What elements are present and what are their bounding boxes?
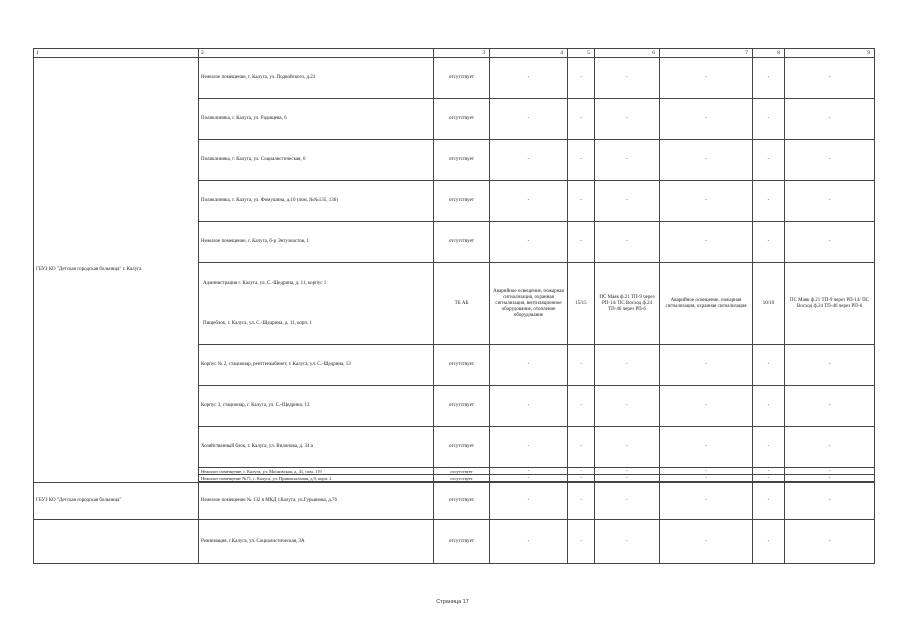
header-col-4: 4	[490, 49, 568, 58]
organization-cell: ГБУЗ КО "Детская городская больница" г. Калуга	[34, 58, 199, 483]
value-cell: -	[753, 140, 785, 181]
table-row	[34, 520, 875, 564]
address-cell: Нежилое помещение, г. Калуга, ул. Московская, д. 41, пом. 119	[199, 468, 434, 475]
value-cell: -	[753, 99, 785, 140]
value-cell: -	[660, 468, 753, 475]
address-cell: Хозяйственный блок, г. Калуга, ул. Вилонова, д. 34 а	[199, 427, 434, 468]
address-cell: Нежилое помещение, г. Калуга, ул. Подвойского, д.23	[199, 58, 434, 99]
table-row	[34, 483, 875, 520]
status-cell: отсутствует	[434, 222, 490, 263]
value-cell: -	[568, 222, 595, 263]
address-cell: Корпус № 2, стационар, рентгенкабинет, г. Калуга, ул. С.-Щедрина, 13	[199, 345, 434, 386]
value-cell: -	[568, 468, 595, 475]
value-cell: -	[595, 427, 660, 468]
address-cell: Реанимация, г.Калуга, ул. Социалистическая, 3А	[199, 520, 434, 564]
table-row	[34, 58, 875, 99]
header-col-9: 9	[785, 49, 875, 58]
address-line: Администрация г. Калуга, ул. С.-Щедрина, д. 11, корпус 1	[203, 280, 327, 286]
status-cell: отсутствует	[434, 140, 490, 181]
status-cell: отсутствует	[434, 386, 490, 427]
status-cell: отсутствует	[434, 520, 490, 564]
value-cell: -	[490, 345, 568, 386]
header-col-6: 6	[595, 49, 660, 58]
address-cell	[199, 263, 434, 345]
value-cell: -	[568, 483, 595, 520]
value-cell: -	[753, 58, 785, 99]
value-cell: 10/10	[753, 263, 785, 345]
value-cell: -	[660, 483, 753, 520]
value-cell: -	[568, 99, 595, 140]
value-cell: -	[785, 483, 875, 520]
status-cell: отсутствует	[434, 58, 490, 99]
address-cell: Нежилое помещение, г. Калуга, б-р Энтузиастов, 1	[199, 222, 434, 263]
value-cell: -	[785, 520, 875, 564]
value-cell: -	[660, 345, 753, 386]
value-cell: -	[595, 468, 660, 475]
value-cell: -	[568, 520, 595, 564]
value-cell: -	[490, 222, 568, 263]
address-cell: Поликлиника, г. Калуга, ул. Фомушина, д.10 (пом. №№135, 136)	[199, 181, 434, 222]
header-col-3: 3	[434, 49, 490, 58]
header-row	[34, 49, 875, 58]
value-cell: -	[753, 483, 785, 520]
value-cell: -	[785, 222, 875, 263]
value-cell: -	[785, 140, 875, 181]
value-cell: -	[785, 99, 875, 140]
value-cell: -	[785, 468, 875, 475]
value-cell: Аварийное освещение, пожарная сигнализация, охранная сигнализация	[660, 263, 753, 345]
page-number: Страница 17	[436, 599, 469, 605]
address-cell: Нежилое помещение № 132 в МКД г.Калуга, ул.Гурьянова, д.76	[199, 483, 434, 520]
value-cell: -	[660, 520, 753, 564]
value-cell: -	[595, 386, 660, 427]
status-cell: отсутствует	[434, 427, 490, 468]
value-cell: ПС Маяк ф.21 ТП-9 через РП-14/ ПС Восход ф.24 ТП-46 через РП-6	[785, 263, 875, 345]
address-line: Пищеблок, г. Калуга, ул. С.-Щедрина, д. 11, корп. 1	[203, 320, 313, 326]
status-cell: отсутствует	[434, 468, 490, 475]
value-cell: -	[595, 345, 660, 386]
value-cell: -	[660, 475, 753, 482]
address-cell: Корпус 3, стационар, г. Калуга, ул. С.-Щедрина, 13.	[199, 386, 434, 427]
value-cell: -	[660, 427, 753, 468]
value-cell: -	[660, 140, 753, 181]
value-cell: -	[490, 386, 568, 427]
value-cell: -	[595, 483, 660, 520]
value-cell: Аварийное освещение, пожарная сигнализация, охранная сигнализация, вентиляционное оборудование, отопление оборудование	[490, 263, 568, 345]
value-cell: -	[753, 345, 785, 386]
value-cell: 15/15	[568, 263, 595, 345]
value-cell: -	[753, 468, 785, 475]
value-cell: ПС Маяк ф.21 ТП-9 через РП-14/ ПС Восход ф.24 ТП-46 через РП-6	[595, 263, 660, 345]
value-cell: -	[595, 520, 660, 564]
value-cell: -	[490, 468, 568, 475]
value-cell: -	[785, 386, 875, 427]
value-cell: -	[568, 386, 595, 427]
status-cell: отсутствует	[434, 99, 490, 140]
address-cell: Поликлиника, г. Калуга, ул. Социалистическая, 6	[199, 140, 434, 181]
value-cell: -	[785, 475, 875, 482]
status-cell: ТБ АБ	[434, 263, 490, 345]
value-cell: -	[660, 181, 753, 222]
value-cell: -	[753, 386, 785, 427]
value-cell: -	[568, 345, 595, 386]
value-cell: -	[490, 475, 568, 482]
value-cell: -	[568, 140, 595, 181]
header-col-1: 1	[34, 49, 199, 58]
data-table	[33, 48, 875, 564]
value-cell: -	[595, 140, 660, 181]
value-cell: -	[660, 99, 753, 140]
status-cell: отсутствует	[434, 475, 490, 482]
value-cell: -	[568, 58, 595, 99]
value-cell: -	[660, 386, 753, 427]
value-cell: -	[595, 58, 660, 99]
value-cell: -	[595, 222, 660, 263]
status-cell: отсутствует	[434, 181, 490, 222]
value-cell: -	[568, 475, 595, 482]
value-cell: -	[595, 99, 660, 140]
status-cell: отсутствует	[434, 345, 490, 386]
organization-cell: ГБУЗ КО "Детская городская больница"	[34, 483, 199, 520]
value-cell: -	[753, 427, 785, 468]
header-col-5: 5	[568, 49, 595, 58]
value-cell: -	[490, 58, 568, 99]
value-cell: -	[785, 345, 875, 386]
value-cell: -	[785, 181, 875, 222]
value-cell: -	[490, 99, 568, 140]
value-cell: -	[753, 181, 785, 222]
value-cell: -	[785, 58, 875, 99]
value-cell: -	[595, 181, 660, 222]
value-cell: -	[660, 58, 753, 99]
value-cell: -	[660, 222, 753, 263]
value-cell: -	[490, 483, 568, 520]
value-cell: -	[490, 181, 568, 222]
address-cell: Нежилое помещение №71, г. Калуга, ул. Привокзальная, д.9, корп. 2	[199, 475, 434, 482]
header-col-2: 2	[199, 49, 434, 58]
status-cell: отсутствует	[434, 483, 490, 520]
address-cell: Поликлиника, г. Калуга, ул. Радищева, 6	[199, 99, 434, 140]
value-cell: -	[490, 520, 568, 564]
value-cell: -	[753, 475, 785, 482]
value-cell: -	[490, 140, 568, 181]
value-cell: -	[753, 520, 785, 564]
value-cell: -	[490, 427, 568, 468]
value-cell: -	[568, 181, 595, 222]
value-cell: -	[785, 427, 875, 468]
value-cell: -	[595, 475, 660, 482]
value-cell: -	[753, 222, 785, 263]
header-col-7: 7	[660, 49, 753, 58]
header-col-8: 8	[753, 49, 785, 58]
value-cell: -	[568, 427, 595, 468]
organization-cell-empty	[34, 520, 199, 564]
